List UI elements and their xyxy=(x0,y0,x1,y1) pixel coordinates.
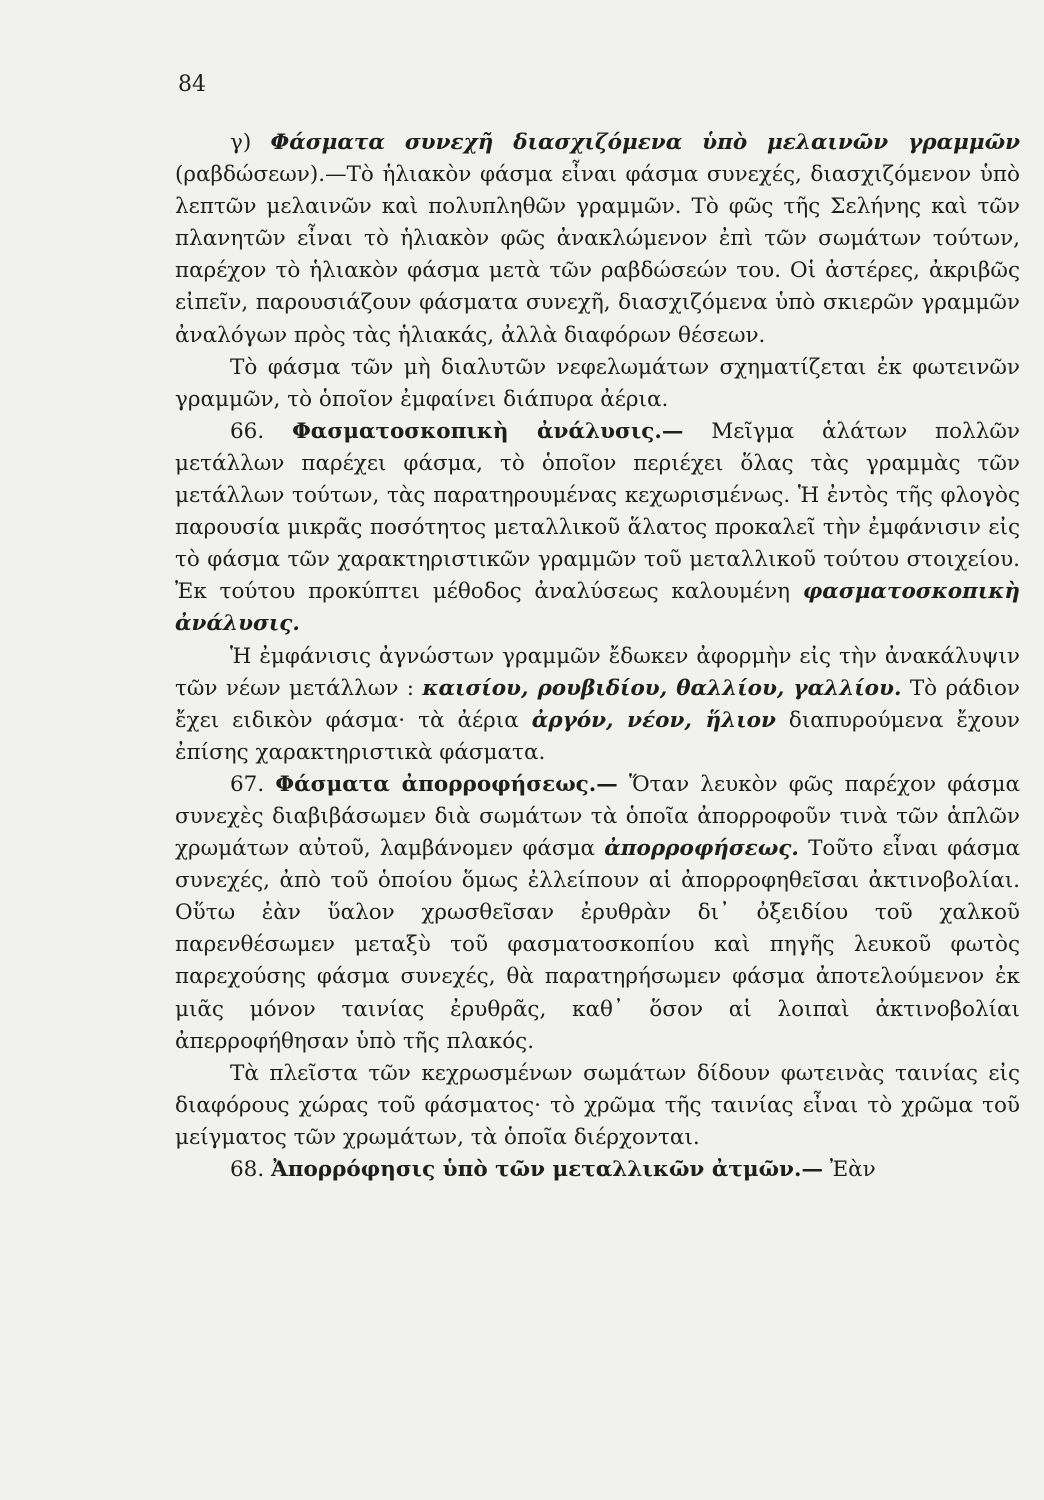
gases-list: ἀργόν, νέον, ἥλιον xyxy=(531,707,776,733)
section-67-number: 67. xyxy=(230,771,265,797)
section-66-title: Φασματοσκοπικὴ ἀνάλυσις.— xyxy=(292,418,684,444)
section-g-title: Φάσματα συνεχῆ διασχιζόμενα ὑπὸ μελαινῶν γραμμῶν xyxy=(270,130,1020,155)
section-g-text: (ραβδώσεων).—Τὸ ἡλιακὸν φάσμα εἶναι φάσμα συνεχές, διασχιζόμενον ὑπὸ λεπτῶν μελαινῶν καὶ πολυπληθῶν γραμμῶν. Τὸ φῶς τῆς Σελήνης καὶ τῶν πλανητῶν εἶναι τὸ ἡλιακὸν φῶς ἀνακλώμενον ἐπὶ τῶν σωμάτων τούτων, παρέχον τὸ ἡλιακὸν φάσμα μετὰ τῶν ραβδώσεών του. Οἱ ἀστέρες, ἀκριβῶς εἰπεῖν, παρουσιάζουν φάσματα συνεχῆ, διασχιζόμενα ὑπὸ σκιερῶν γραμμῶν ἀναλόγων πρὸς τὰς ἡλιακάς, ἀλλὰ διαφόρων θέσεων. xyxy=(175,162,1020,348)
section-66-paragraph xyxy=(175,416,1020,641)
page-body xyxy=(175,127,1020,1186)
new-metals-paragraph xyxy=(175,641,1020,769)
section-67-paragraph xyxy=(175,769,1020,1058)
section-67-term: ἀπορροφήσεως. xyxy=(604,836,799,862)
section-68-number: 68. xyxy=(230,1157,265,1182)
radium-text: Τὸ ράδιον ἔχει ειδικὸν φάσμα· τὰ ἀέρια xyxy=(175,675,1021,733)
section-66-number: 66. xyxy=(230,418,265,444)
section-68-title: Ἀπορρόφησις ὑπὸ τῶν μεταλλικῶν ἀτμῶν.— xyxy=(271,1157,823,1182)
section-67-text-a: Ὅταν λευκὸν φῶς παρέχον φάσμα συνεχὲς διαβιβάσωμεν διὰ σωμάτων τὰ ὁποῖα ἀπορροφοῦν τινὰ τῶν ἁπλῶν χρωμάτων αὐτοῦ, λαμβάνομεν φάσμα xyxy=(175,771,1020,862)
section-66-term: φασματοσκοπικὴ ἀνάλυσις. xyxy=(175,579,1020,637)
gases-text: διαπυρούμενα ἔχουν ἐπίσης χαρακτηριστικὰ φάσματα. xyxy=(175,707,1020,765)
section-68-text: Ἐὰν xyxy=(829,1157,876,1182)
section-66-text: Μεῖγμα ἁλάτων πολλῶν μετάλλων παρέχει φάσμα, τὸ ὁποῖον περιέχει ὅλας τὰς γραμμὰς τῶν μετάλλων τούτων, τὰς παρατηρουμένας κεχωρισμένως. Ἡ ἐντὸς τῆς φλογὸς παρουσία μικρᾶς ποσότητος μεταλλικοῦ ἅλατος προκαλεῖ τὴν ἐμφάνισιν εἰς τὸ φάσμα τῶν χαρακτηριστικῶν γραμμῶν τοῦ μεταλλικοῦ τούτου στοιχείου. Ἐκ τούτου προκύπτει μέθοδος ἀναλύσεως καλουμένη xyxy=(175,418,1020,605)
colored-bodies-paragraph: Τὰ πλεῖστα τῶν κεχρωσμένων σωμάτων δίδουν φωτεινὰς ταινίας εἰς διαφόρους χώρας τοῦ φάσματος· τὸ χρῶμα τῆς ταινίας εἶναι τὸ χρῶμα τοῦ μείγματος τῶν χρωμάτων, τὰ ὁποῖα διέρχονται. xyxy=(175,1060,1020,1150)
nebulae-paragraph: Τὸ φάσμα τῶν μὴ διαλυτῶν νεφελωμάτων σχηματίζεται ἐκ φωτεινῶν γραμμῶν, τὸ ὁποῖον ἐμφαίνει διάπυρα ἀέρια. xyxy=(175,354,1020,412)
section-g-paragraph xyxy=(175,127,1020,352)
section-67-text-b: Τοῦτο εἶναι φάσμα συνεχές, ἀπὸ τοῦ ὁποίου ὅμως ἐλλείπουν αἱ ἀπορροφηθεῖσαι ἀκτινοβολίαι. Οὕτω ἐὰν ὕαλον χρωσθεῖσαν ἐρυθρὰν δι᾽ ὀξειδίου τοῦ χαλκοῦ παρενθέσωμεν μεταξὺ τοῦ φασματοσκοπίου καὶ πηγῆς λευκοῦ φωτὸς παρεχούσης φάσμα συνεχές, θὰ παρατηρήσωμεν φάσμα ἀποτελούμενον ἐκ μιᾶς μόνον ταινίας ἐρυθρᾶς, καθ᾽ ὅσον αἱ λοιπαὶ ἀκτινοβολίαι ἀπερροφήθησαν ὑπὸ τῆς πλακός. xyxy=(175,836,1020,1054)
section-68-paragraph xyxy=(175,1154,1020,1186)
section-g-label: γ) xyxy=(230,130,252,155)
section-67-title: Φάσματα ἀπορροφήσεως.— xyxy=(275,771,618,797)
page-number: 84 xyxy=(178,72,206,97)
new-metals-text: Ἡ ἐμφάνισις ἀγνώστων γραμμῶν ἔδωκεν ἀφορμὴν εἰς τὴν ἀνακάλυψιν τῶν νέων μετάλλων : xyxy=(175,643,1020,701)
metals-list: καισίου, ρουβιδίου, θαλλίου, γαλλίου. xyxy=(422,675,902,701)
